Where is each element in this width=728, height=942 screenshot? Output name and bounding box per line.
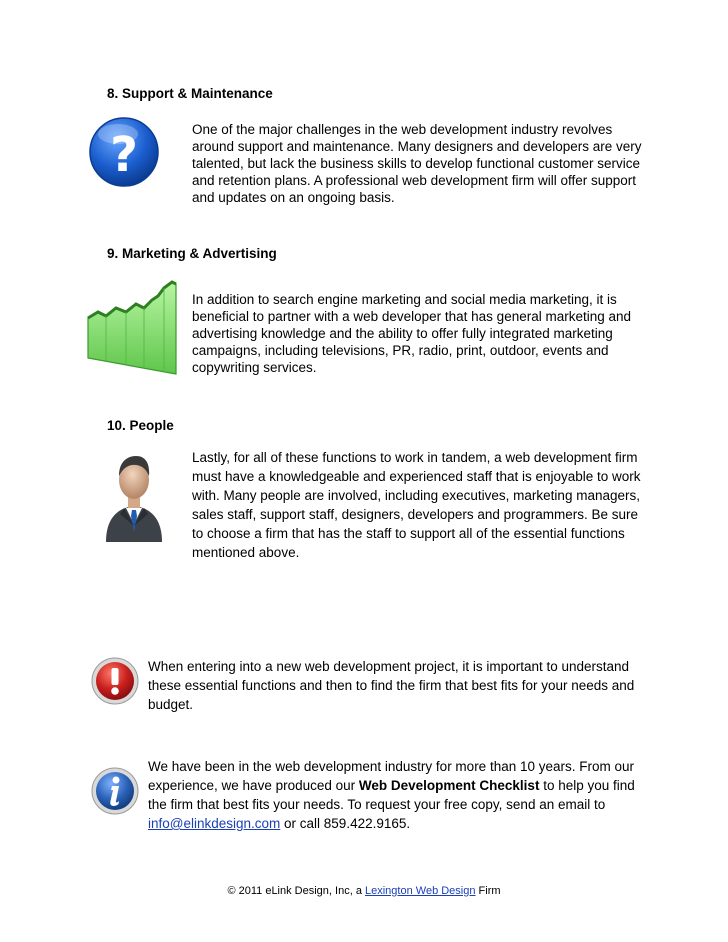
footer-suffix: Firm [475, 885, 501, 897]
footer [0, 885, 728, 897]
question-mark-icon [88, 116, 160, 193]
info-note-text [148, 757, 638, 833]
exclamation-icon [90, 656, 140, 711]
info-icon [90, 766, 140, 821]
warning-note-text: When entering into a new web development project, it is important to understand these essential functions and then to find the firm that best fits for your needs and budget. [148, 659, 635, 712]
section-heading-support: 8. Support & Maintenance [107, 86, 273, 101]
svg-text:?: ? [110, 127, 138, 183]
email-link[interactable]: info@elinkdesign.com [148, 816, 281, 831]
section-heading-marketing: 9. Marketing & Advertising [107, 246, 277, 261]
section-heading-people: 10. People [107, 418, 174, 433]
section-body-marketing: In addition to search engine marketing and social media marketing, it is beneficial to partner with a web developer that has general marketing and advertising knowledge and the ability to offer fully integrated marketing campaigns, including televisions, PR, radio, print, outdoor, events and copywriting services. [192, 292, 632, 375]
checklist-title: Web Development Checklist [358, 778, 540, 793]
info-note-text-before: We have been in the web development industry for more than 10 years. From our experience, we have produced our [148, 759, 635, 793]
section-body-people: Lastly, for all of these functions to work in tandem, a web development firm must have a knowledgeable and experienced staff that is enjoyable to work with. Many people are involved, including executives, marketing managers, sales staff, support staff, designers, developers and programmers. Be sure to choose a firm that has the staff to support all of the essential functions mentioned above. [192, 450, 641, 560]
business-person-icon [102, 450, 166, 547]
footer-prefix: © 2011 eLink Design, Inc, a [227, 885, 365, 897]
section-body-support: One of the major challenges in the web development industry revolves around support and maintenance. Many designers and developers are very talented, but lack the business skills to develop functional customer service and retention plans. A professional web development firm will offer support and updates on an ongoing basis. [192, 122, 642, 205]
info-note-text-after: to help you find the firm that best fits your needs. To request your free copy, send an email to [148, 778, 635, 812]
info-note-text-end: or call 859.422.9165. [280, 816, 411, 831]
footer-link[interactable]: Lexington Web Design [365, 885, 476, 897]
growth-chart-icon [86, 278, 178, 381]
